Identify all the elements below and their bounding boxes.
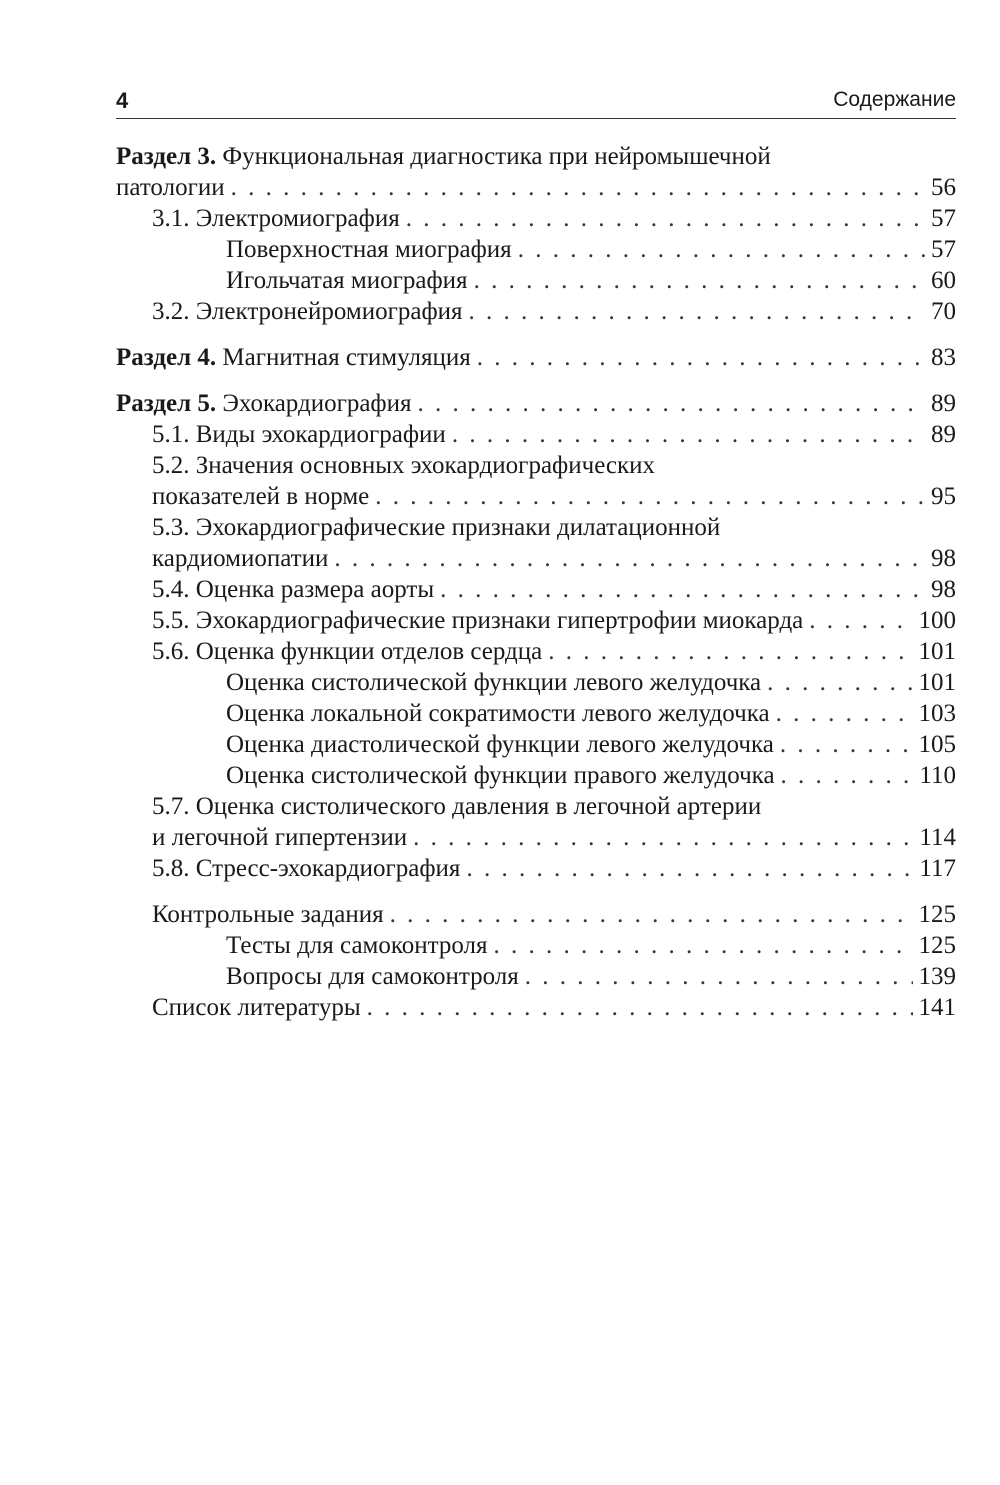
- entry-page: 141: [918, 994, 956, 1021]
- toc-entry-section-3-cont[interactable]: [116, 172, 956, 203]
- leader-dots: [474, 265, 925, 296]
- entry-title: Вопросы для самоконтроля: [226, 963, 519, 990]
- leader-dots: [776, 698, 913, 729]
- toc-entry-5-6[interactable]: [116, 636, 956, 667]
- toc-entry-section-5[interactable]: [116, 388, 956, 419]
- leader-dots: [375, 481, 925, 512]
- entry-title: 3.2. Электронейромиография: [152, 298, 463, 325]
- toc-entry-self-questions[interactable]: [116, 961, 956, 992]
- entry-page: 114: [919, 824, 956, 851]
- toc-entry-5-7-cont[interactable]: [116, 822, 956, 853]
- entry-page: 105: [918, 731, 956, 758]
- toc-entry-3-1-b[interactable]: [116, 265, 956, 296]
- entry-title: Поверхностная миография: [226, 236, 512, 263]
- leader-dots: [767, 667, 912, 698]
- leader-dots: [231, 172, 925, 203]
- leader-dots: [518, 234, 925, 265]
- entry-page: 89: [931, 421, 956, 448]
- entry-title: Эхокардиография: [216, 390, 412, 417]
- entry-title: 5.8. Стресс-эхокардиография: [152, 855, 461, 882]
- entry-page: 139: [918, 963, 956, 990]
- entry-page: 83: [931, 344, 956, 371]
- entry-page: 57: [931, 205, 956, 232]
- entry-page: 56: [931, 174, 956, 201]
- entry-title: 3.1. Электромиография: [152, 205, 400, 232]
- entry-title: кардиомиопатии: [152, 545, 329, 572]
- entry-page: 57: [931, 236, 956, 263]
- entry-title: 5.5. Эхокардиографические признаки гипертрофии миокарда: [152, 607, 804, 634]
- toc-entry-3-1[interactable]: [116, 203, 956, 234]
- leader-dots: [406, 203, 925, 234]
- toc-entry-section-3[interactable]: [116, 141, 956, 172]
- toc-entry-5-6-a[interactable]: [116, 667, 956, 698]
- toc-entry-5-4[interactable]: [116, 574, 956, 605]
- running-title: Содержание: [833, 88, 956, 111]
- entry-page: 125: [918, 932, 956, 959]
- leader-dots: [452, 419, 925, 450]
- entry-page: 101: [918, 638, 956, 665]
- table-of-contents: [116, 141, 956, 1023]
- toc-entry-5-7[interactable]: [116, 791, 956, 822]
- entry-title: 5.7. Оценка систолического давления в легочной артерии: [152, 793, 762, 820]
- leader-dots: [469, 296, 925, 327]
- toc-entry-3-1-a[interactable]: [116, 234, 956, 265]
- toc-entry-5-2-cont[interactable]: [116, 481, 956, 512]
- entry-title: Оценка систолической функции левого желудочка: [226, 669, 762, 696]
- leader-dots: [466, 853, 913, 884]
- toc-entry-5-3[interactable]: [116, 512, 956, 543]
- running-header: [116, 84, 956, 119]
- entry-title: Функциональная диагностика при нейромышечной: [216, 143, 771, 170]
- leader-dots: [390, 899, 913, 930]
- leader-dots: [334, 543, 925, 574]
- entry-title: патологии: [116, 174, 225, 201]
- toc-entry-5-5[interactable]: [116, 605, 956, 636]
- toc-entry-control-tasks[interactable]: [116, 899, 956, 930]
- entry-page: 100: [918, 607, 956, 634]
- toc-entry-5-6-d[interactable]: [116, 760, 956, 791]
- toc-entry-5-8[interactable]: [116, 853, 956, 884]
- leader-dots: [477, 342, 925, 373]
- toc-entry-5-3-cont[interactable]: [116, 543, 956, 574]
- entry-page: 60: [931, 267, 956, 294]
- entry-page: 89: [931, 390, 956, 417]
- toc-entry-section-4[interactable]: [116, 342, 956, 373]
- entry-title: Оценка локальной сократимости левого желудочка: [226, 700, 770, 727]
- entry-title: Список литературы: [152, 994, 361, 1021]
- entry-title: и легочной гипертензии: [152, 824, 408, 851]
- entry-title: Оценка диастолической функции левого желудочка: [226, 731, 774, 758]
- entry-title: Оценка систолической функции правого желудочка: [226, 762, 775, 789]
- toc-entry-self-tests[interactable]: [116, 930, 956, 961]
- entry-page: 125: [918, 901, 956, 928]
- entry-title: 5.3. Эхокардиографические признаки дилатационной: [152, 514, 721, 541]
- entry-page: 101: [918, 669, 956, 696]
- section-label: Раздел 3.: [116, 143, 217, 170]
- entry-page: 117: [919, 855, 956, 882]
- toc-entry-5-2[interactable]: [116, 450, 956, 481]
- entry-title: 5.2. Значения основных эхокардиографических: [152, 452, 656, 479]
- entry-page: 98: [931, 576, 956, 603]
- leader-dots: [780, 729, 913, 760]
- toc-entry-5-6-c[interactable]: [116, 729, 956, 760]
- section-label: Раздел 4.: [116, 344, 217, 371]
- page-number: 4: [116, 88, 129, 113]
- entry-page: 110: [919, 762, 956, 789]
- toc-entry-5-1[interactable]: [116, 419, 956, 450]
- toc-entry-bibliography[interactable]: [116, 992, 956, 1023]
- entry-title: Контрольные задания: [152, 901, 384, 928]
- toc-entry-5-6-b[interactable]: [116, 698, 956, 729]
- leader-dots: [367, 992, 913, 1023]
- entry-page: 98: [931, 545, 956, 572]
- entry-title: показателей в норме: [152, 483, 370, 510]
- leader-dots: [525, 961, 913, 992]
- entry-title: Тесты для самоконтроля: [226, 932, 488, 959]
- entry-title: 5.1. Виды эхокардиографии: [152, 421, 446, 448]
- leader-dots: [494, 930, 913, 961]
- section-label: Раздел 5.: [116, 390, 217, 417]
- leader-dots: [418, 388, 925, 419]
- entry-title: 5.6. Оценка функции отделов сердца: [152, 638, 543, 665]
- entry-page: 95: [931, 483, 956, 510]
- leader-dots: [809, 605, 912, 636]
- leader-dots: [413, 822, 913, 853]
- entry-title: Магнитная стимуляция: [216, 344, 471, 371]
- entry-title: Игольчатая миография: [226, 267, 468, 294]
- leader-dots: [781, 760, 914, 791]
- toc-entry-3-2[interactable]: [116, 296, 956, 327]
- entry-page: 103: [918, 700, 956, 727]
- leader-dots: [548, 636, 912, 667]
- leader-dots: [440, 574, 925, 605]
- entry-page: 70: [931, 298, 956, 325]
- entry-title: 5.4. Оценка размера аорты: [152, 576, 435, 603]
